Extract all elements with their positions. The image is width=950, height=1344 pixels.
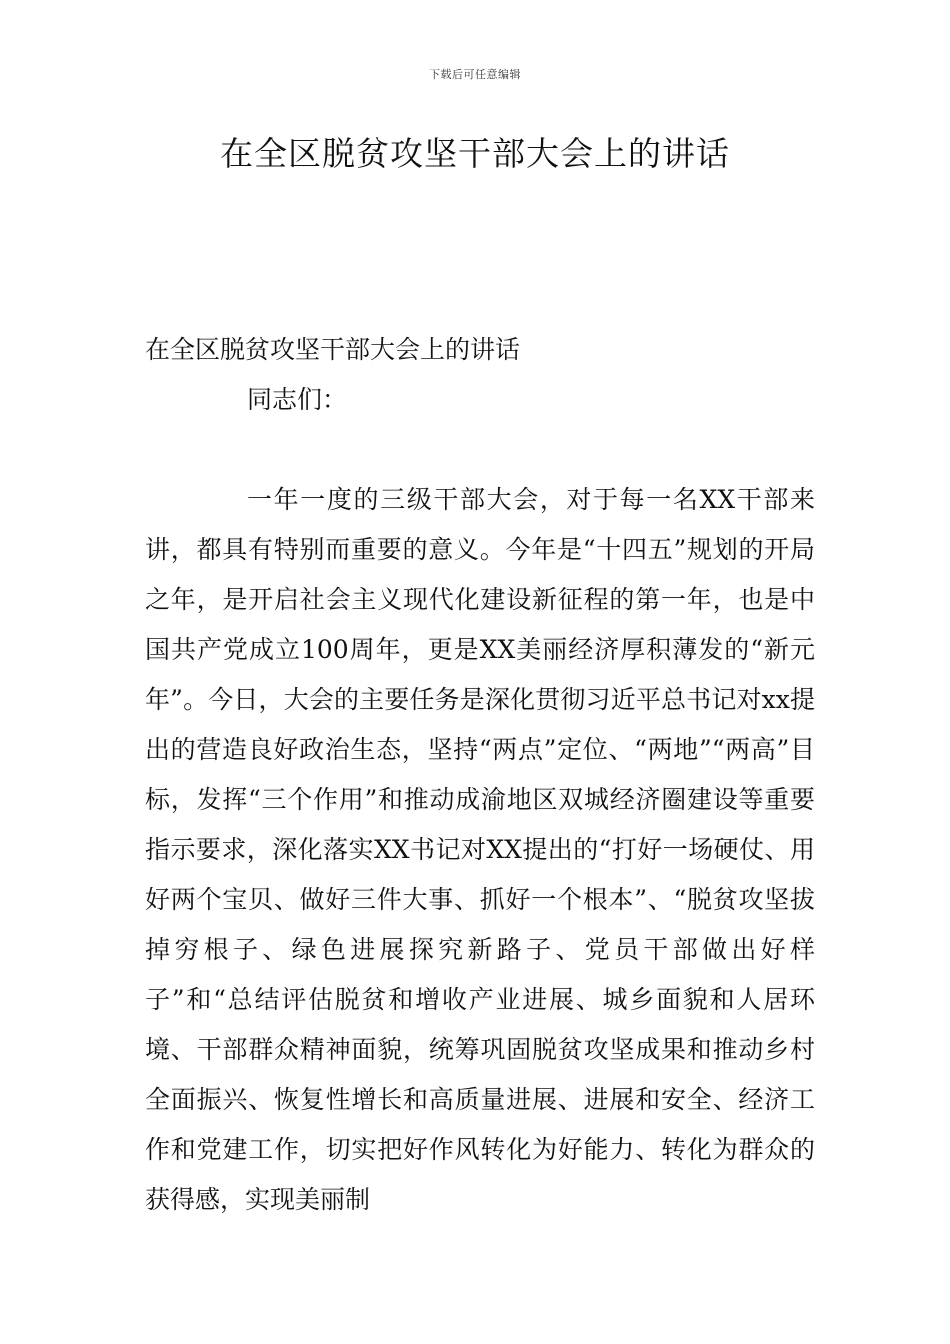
document-subtitle: 在全区脱贫攻坚干部大会上的讲话	[145, 335, 521, 364]
header-note: 下载后可任意编辑	[429, 68, 521, 81]
document-title: 在全区脱贫攻坚干部大会上的讲话	[220, 134, 730, 173]
body-paragraph: 一年一度的三级干部大会，对于每一名XX干部来讲，都具有特别而重要的意义。今年是“十四五”规划的开局之年，是开启社会主义现代化建设新征程的第一年，也是中国共产党成立100周年，更是XX美丽经济厚积薄发的“新元年”。今日，大会的主要任务是深化贯彻习近平总书记对xx提出的营造良好政治生态，坚持“两点”定位、“两地”“两高”目标，发挥“三个作用”和推动成渝地区双城经济圈建设等重要指示要求，深化落实XX书记对XX提出的“打好一场硬仗、用好两个宝贝、做好三件大事、抓好一个根本”、“脱贫攻坚拔掉穷根子、绿色进展探究新路子、党员干部做出好样子”和“总结评估脱贫和增收产业进展、城乡面貌和人居环境、干部群众精神面貌，统筹巩固脱贫攻坚成果和推动乡村全面振兴、恢复性增长和高质量进展、进展和安全、经济工作和党建工作，切实把好作风转化为好能力、转化为群众的获得感，实现美丽制	[145, 485, 815, 1214]
salutation: 同志们：	[247, 385, 348, 414]
